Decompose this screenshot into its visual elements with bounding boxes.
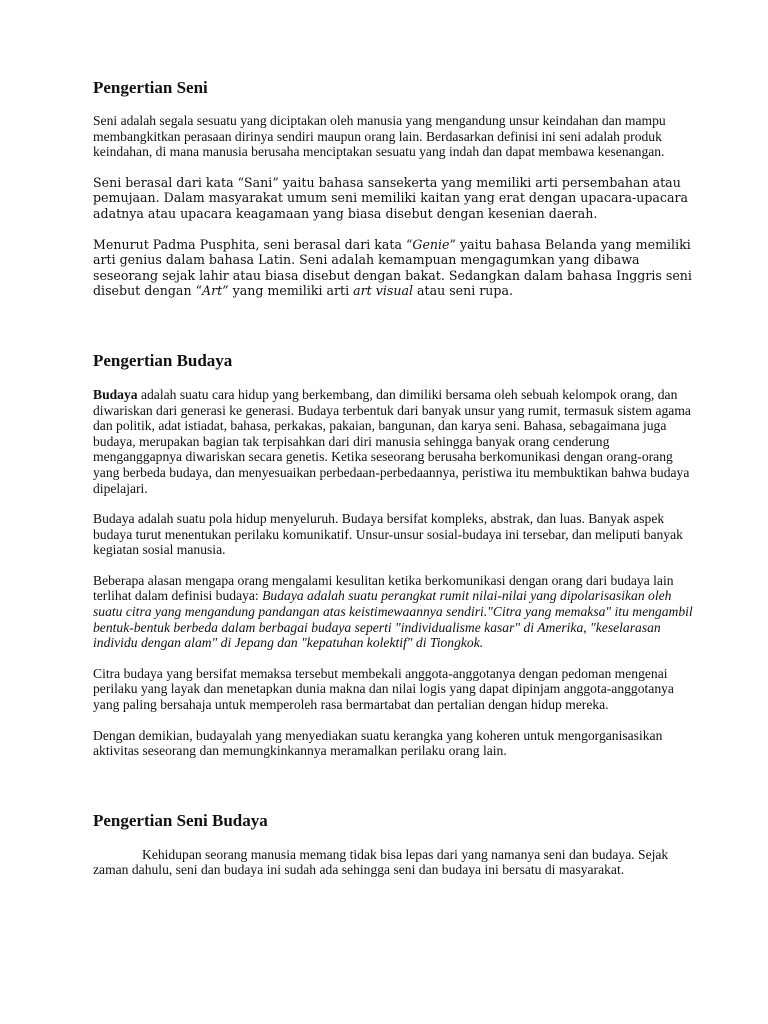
italic-quote: Budaya adalah suatu perangkat rumit nilai-nilai yang dipolarisasikan oleh suatu citra yang mengandung pandangan atas keistimewaannya sendiri."Citra yang memaksa" itu mengambil bentuk-bentuk berbeda dalam berbagai budaya seperti "individualisme kasar" di Amerika, "keselarasan individu dengan alam" di Jepang dan "kepatuhan kolektif" di Tiongkok.: [93, 588, 693, 651]
italic-term: Genie: [412, 236, 450, 252]
italic-term: Art”: [202, 283, 229, 299]
italic-term: art visual: [353, 283, 413, 299]
text-run: Menurut Padma Pusphita, seni berasal dari kata “: [93, 236, 413, 252]
text-run: adalah suatu cara hidup yang berkembang, dan dimiliki bersama oleh sebuah kelompok orang, dan diwariskan dari generasi ke generasi. Budaya terbentuk dari banyak unsur yang rumit, termasuk sistem agama dan politik, adat istiadat, bahasa, perkakas, pakaian, bangunan, dan karya seni. Bahasa, sebagaimana juga budaya, merupakan bagian tak terpisahkan dari diri manusia sehingga banyak orang cenderung menganggapnya diwariskan secara genetis. Ketika seseorang berusaha berkomunikasi dengan orang-orang yang berbeda budaya, dan menyesuaikan perbedaan-perbedaannya, peristiwa itu membuktikan bahwa budaya dipelajari.: [93, 386, 691, 496]
text-run: atau seni rupa.: [413, 283, 513, 299]
paragraph: Dengan demikian, budayalah yang menyediakan suatu kerangka yang koheren untuk mengorganisasikan aktivitas seseorang dan memungkinkannya meramalkan perilaku orang lain.: [93, 727, 663, 759]
paragraph: Budaya adalah suatu pola hidup menyeluruh. Budaya bersifat kompleks, abstrak, dan luas. Banyak aspek budaya turut menentukan perilaku komunikatif. Unsur-unsur sosial-budaya ini tersebar, dan meliputi banyak kegiatan sosial manusia.: [93, 511, 683, 558]
paragraph: [93, 387, 698, 496]
text-run: Beberapa alasan mengapa orang mengalami kesulitan ketika berkomunikasi dengan orang dari budaya lain terlihat dalam definisi budaya:: [93, 572, 674, 604]
paragraph: Kehidupan seorang manusia memang tidak bisa lepas dari yang namanya seni dan budaya. Sejak zaman dahulu, seni dan budaya ini sudah ada sehingga seni dan budaya ini bersatu di masyarakat.: [93, 846, 669, 878]
section-heading: Pengertian Budaya: [93, 350, 233, 370]
paragraph: Citra budaya yang bersifat memaksa tersebut membekali anggota-anggotanya dengan pedoman mengenai perilaku yang layak dan menetapkan dunia makna dan nilai logis yang dapat dipinjam anggota-anggotanya yang paling bersahaja untuk memperoleh rasa bermartabat dan pertalian dengan hidup mereka.: [93, 665, 674, 713]
section-heading: Pengertian Seni: [93, 78, 208, 97]
section-heading: Pengertian Seni Budaya: [93, 810, 268, 830]
section-pengertian-seni-budaya: [93, 811, 698, 878]
paragraph: Seni adalah segala sesuatu yang diciptakan oleh manusia yang mengandung unsur keindahan dan mampu membangkitkan perasaan dirinya sendiri maupun orang lain. Berdasarkan definisi ini seni adalah produk keindahan, di mana manusia berusaha menciptakan sesuatu yang indah dan dapat membawa kesenangan.: [93, 113, 666, 160]
section-pengertian-budaya: [93, 351, 698, 759]
section-pengertian-seni: [93, 78, 698, 299]
paragraph: [93, 573, 698, 651]
paragraph: Seni berasal dari kata “Sani” yaitu bahasa sansekerta yang memiliki arti persembahan atau pemujaan. Dalam masyarakat umum seni memiliki kaitan yang erat dengan upacara-upacara adatnya atau upacara keagamaan yang biasa disebut dengan kesenian daerah.: [93, 174, 689, 221]
text-run: ” yaitu bahasa Belanda yang memiliki arti genius dalam bahasa Latin. Seni adalah kemampuan mengagumkan yang dibawa seseorang sejak lahir atau biasa disebut dengan bakat. Sedangkan dalam bahasa Inggris seni disebut dengan “: [93, 236, 692, 299]
paragraph: [93, 237, 698, 299]
bold-term: Budaya: [93, 386, 138, 402]
text-run: yang memiliki arti: [228, 283, 354, 299]
